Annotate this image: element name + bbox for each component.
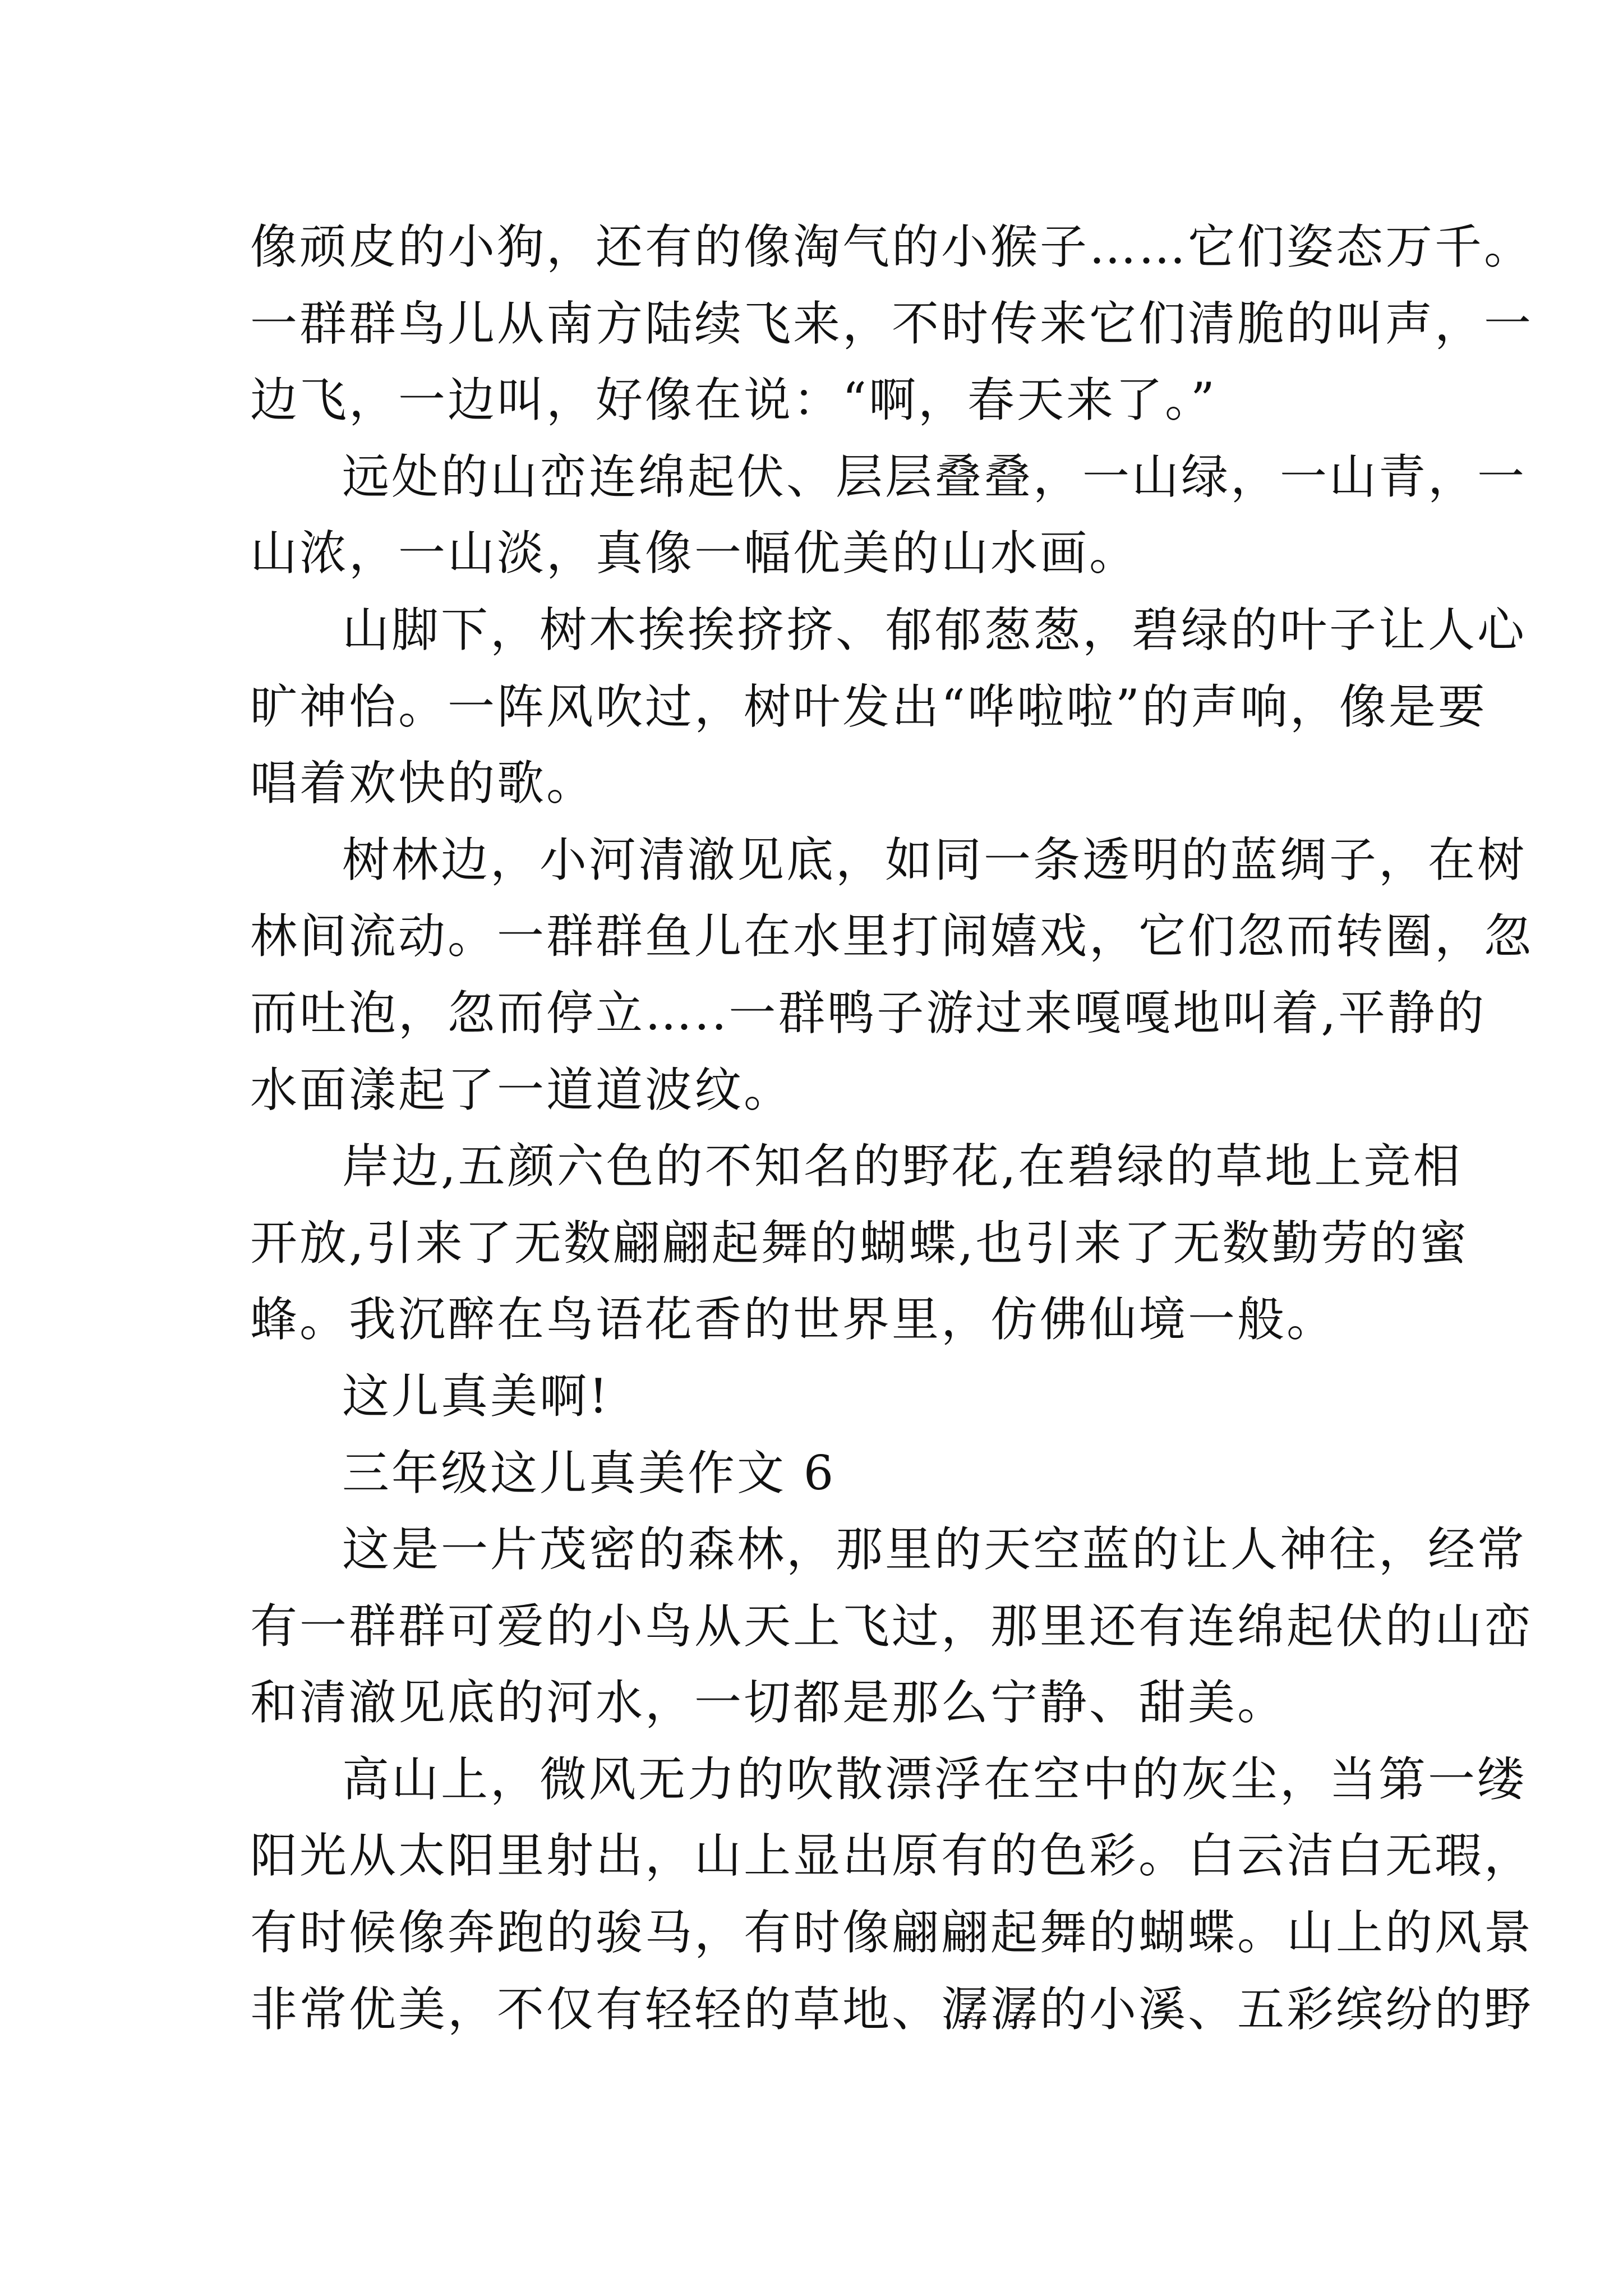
text-line: 这是一片茂密的森林，那里的天空蓝的让人神往，经常 [342,1522,1527,1577]
text-line: 山浓，一山淡，真像一幅优美的山水画。 [250,526,1139,581]
text-line: 远处的山峦连绵起伏、层层叠叠，一山绿，一山青，一 [342,449,1527,504]
text-line: 这儿真美啊! [342,1368,610,1424]
text-line: 非常优美，不仅有轻轻的草地、潺潺的小溪、五彩缤纷的野 [250,1981,1534,2037]
text-line: 树林边，小河清澈见底，如同一条透明的蓝绸子，在树 [342,832,1527,887]
text-line: 山脚下，树木挨挨挤挤、郁郁葱葱，碧绿的叶子让人心 [342,602,1527,657]
text-line: 有一群群可爱的小鸟从天上飞过，那里还有连绵起伏的山峦 [250,1598,1534,1654]
text-line: 蜂。我沉醉在鸟语花香的世界里，仿佛仙境一般。 [250,1292,1336,1347]
text-line: 高山上，微风无力的吹散漂浮在空中的灰尘，当第一缕 [342,1751,1527,1807]
text-line: 岸边,五颜六色的不知名的野花,在碧绿的草地上竞相 [342,1139,1463,1194]
text-line: 而吐泡，忽而停立…..一群鸭子游过来嘎嘎地叫着,平静的 [250,985,1487,1041]
text-line: 旷神怡。一阵风吹过，树叶发出“哗啦啦”的声响，像是要 [250,679,1487,734]
text-line: 唱着欢快的歌。 [250,756,596,811]
text-line: 阳光从太阳里射出，山上显出原有的色彩。白云洁白无瑕， [250,1828,1534,1884]
text-line: 林间流动。一群群鱼儿在水里打闹嬉戏，它们忽而转圈，忽 [250,909,1534,964]
text-line: 有时候像奔跑的骏马，有时像翩翩起舞的蝴蝶。山上的风景 [250,1905,1534,1961]
section-heading: 三年级这儿真美作文 6 [342,1445,836,1501]
text-line: 边飞，一边叫，好像在说：“啊，春天来了。” [250,372,1217,428]
text-line: 开放,引来了无数翩翩起舞的蝴蝶,也引来了无数勤劳的蜜 [250,1215,1469,1271]
text-line: 像顽皮的小狗，还有的像淘气的小猴子……它们姿态万千。 [250,219,1534,274]
text-line: 一群群鸟儿从南方陆续飞来，不时传来它们清脆的叫声，一 [250,296,1534,351]
text-line: 和清澈见底的河水，一切都是那么宁静、甜美。 [250,1675,1287,1731]
text-line: 水面漾起了一道道波纹。 [250,1062,794,1117]
article-body [250,209,1534,2047]
